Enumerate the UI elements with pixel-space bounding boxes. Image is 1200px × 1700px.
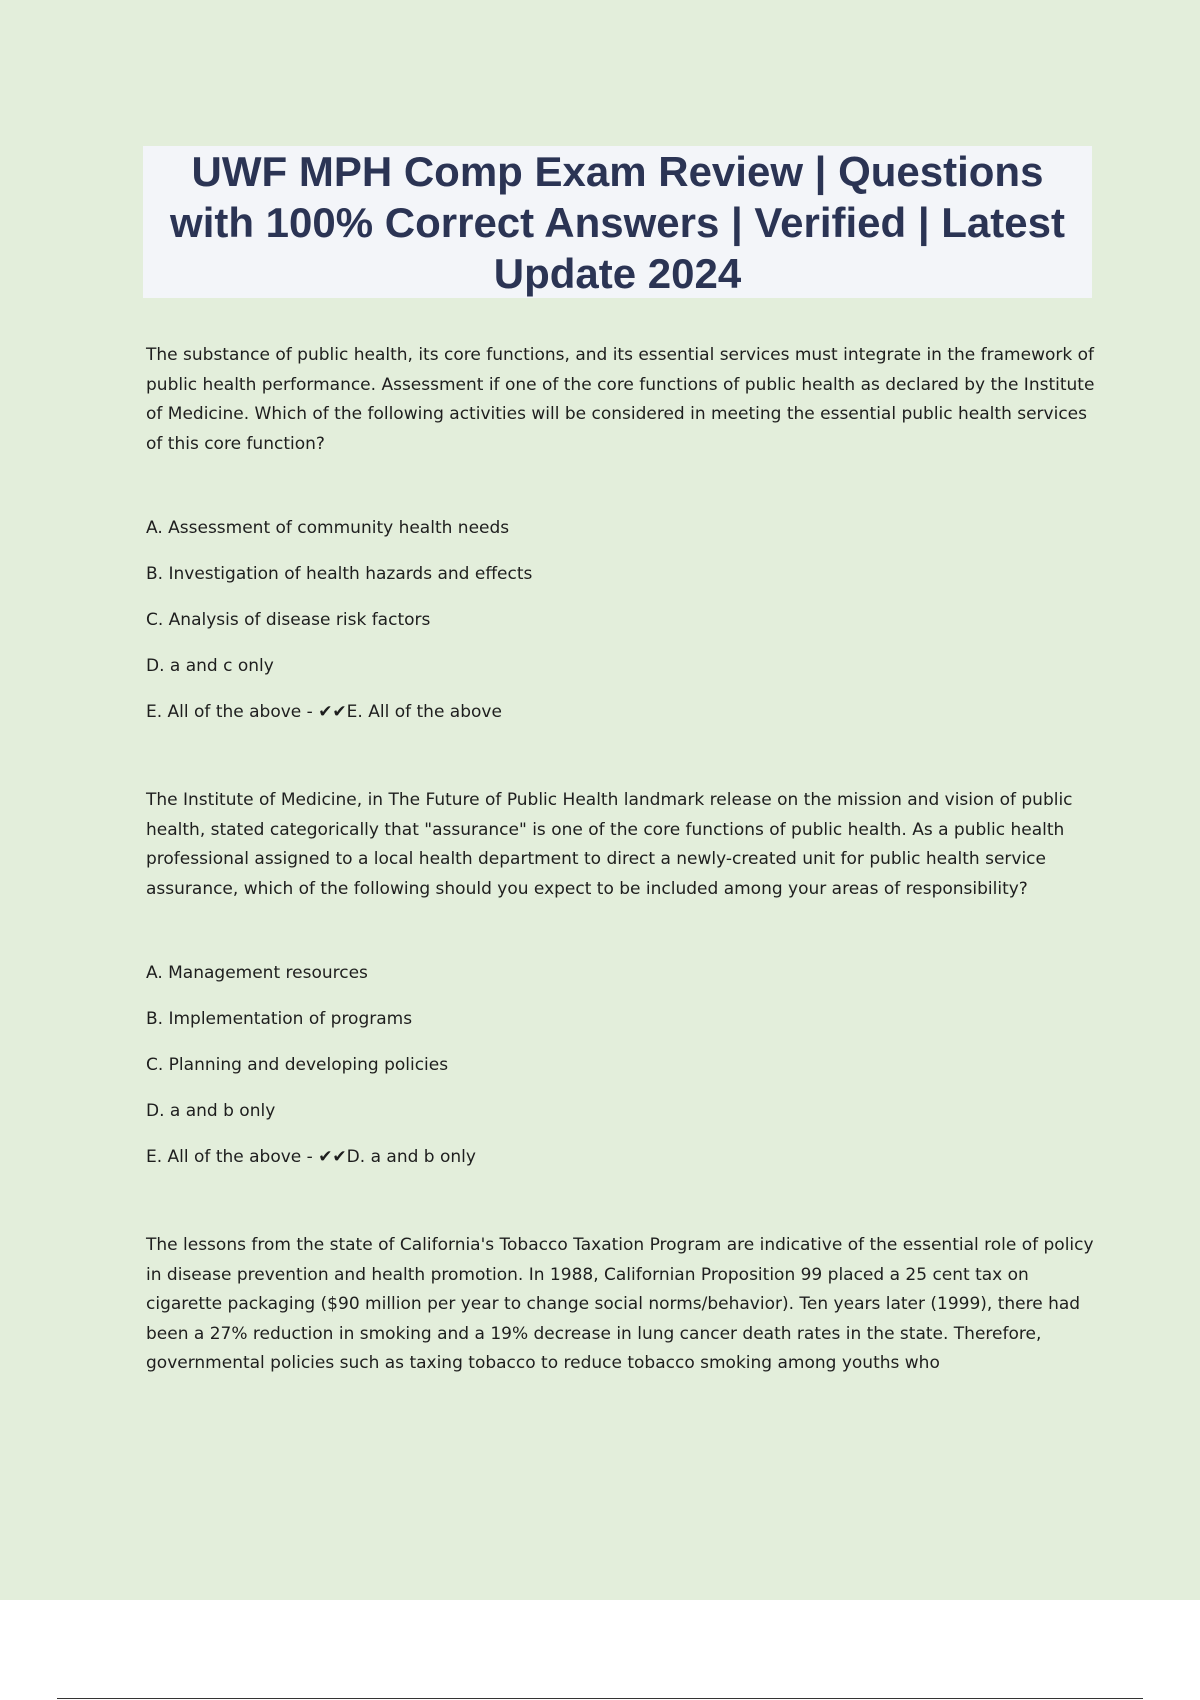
question-block bbox=[146, 341, 1096, 723]
question-block bbox=[146, 1231, 1096, 1379]
question-text: The substance of public health, its core functions, and its essential services must integrate in the framework of public health performance. Assessment if one of the core functions of public health as declared by the Institute of Medicine. Which of the following activities will be considered in meeting the essential public health services of this core function? bbox=[146, 345, 1095, 454]
answer-option: C. Planning and developing policies bbox=[146, 1055, 449, 1075]
answer-option-with-key: E. All of the above - ✔✔D. a and b only bbox=[146, 1147, 476, 1167]
answer-option-with-key: E. All of the above - ✔✔E. All of the above bbox=[146, 702, 502, 722]
section-spacer bbox=[146, 1168, 1096, 1231]
answer-option: D. a and b only bbox=[146, 1101, 276, 1121]
answer-option: C. Analysis of disease risk factors bbox=[146, 610, 431, 630]
question-text: The lessons from the state of California's Tobacco Taxation Program are indicative of the essential role of policy in disease prevention and health promotion. In 1988, Californian Proposition 99 placed a 25 cent tax on cigarette packaging ($90 million per year to change social norms/behavior). Ten years later (1999), there had been a 27% reduction in smoking and a 19% decrease in lung cancer death rates in the state. Therefore, governmental policies such as taxing tobacco to reduce tobacco smoking among youths who bbox=[146, 1235, 1094, 1373]
answer-options bbox=[146, 962, 1096, 1168]
footer-divider bbox=[57, 1698, 1143, 1699]
question-text: The Institute of Medicine, in The Future of Public Health landmark release on the mission and vision of public health, stated categorically that "assurance" is one of the core functions of public health. As a public health professional assigned to a local health department to direct a newly-created unit for public health service assurance, which of the following should you expect to be included among your areas of responsibility? bbox=[146, 790, 1073, 899]
section-spacer bbox=[146, 723, 1096, 786]
answer-options bbox=[146, 517, 1096, 723]
question-block bbox=[146, 786, 1096, 1168]
answer-option: A. Assessment of community health needs bbox=[146, 518, 510, 538]
answer-option: B. Investigation of health hazards and effects bbox=[146, 564, 533, 584]
document-title: UWF MPH Comp Exam Review | Questions with 100% Correct Answers | Verified | Latest Update 2024 bbox=[170, 147, 1065, 297]
answer-option: A. Management resources bbox=[146, 963, 368, 983]
document-body bbox=[146, 341, 1096, 1379]
answer-option: D. a and c only bbox=[146, 656, 274, 676]
title-banner bbox=[143, 146, 1092, 298]
answer-option: B. Implementation of programs bbox=[146, 1009, 413, 1029]
